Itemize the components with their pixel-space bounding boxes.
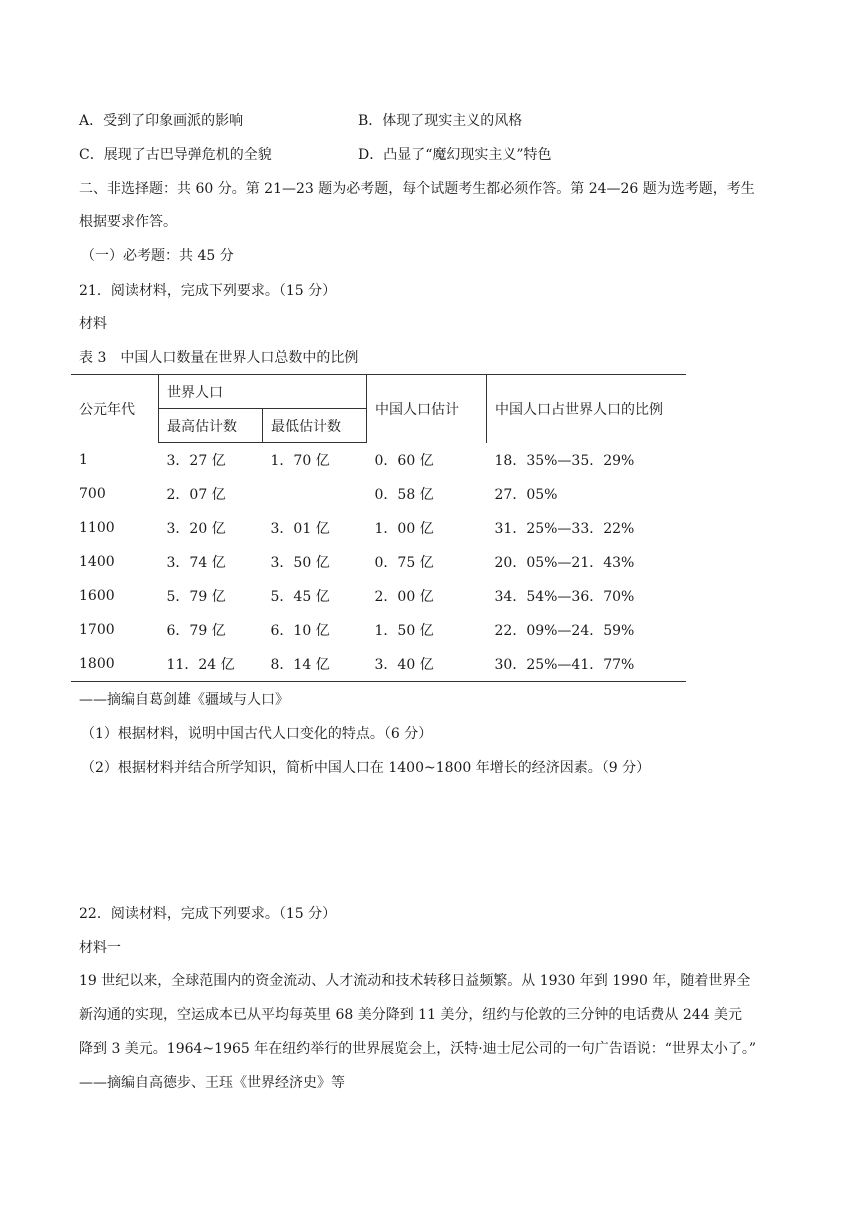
cell-high: 11．24 亿: [159, 647, 263, 682]
cell-high: 3．27 亿: [166, 453, 226, 469]
table-body: [71, 443, 686, 682]
cell-china: 2．00 亿: [374, 589, 434, 605]
section2-required-heading: （一）必考题：共 45 分: [81, 248, 234, 264]
q21-title: 21．阅读材料，完成下列要求。（15 分）: [79, 283, 337, 299]
q22-paragraph-line2: 新沟通的实现，空运成本已从平均每英里 68 美分降到 11 美分，纽约与伦敦的三分钟的电话费从 244 美元: [79, 1007, 743, 1023]
table-row: [71, 477, 686, 511]
cell-low: 3．50 亿: [270, 555, 330, 571]
cell-year: 1600: [79, 588, 115, 604]
cell-high: 6．79 亿: [166, 623, 226, 639]
cell-high: 2．07 亿: [166, 487, 226, 503]
cell-year: 1400: [79, 554, 115, 570]
q21-source: ——摘编自葛剑雄《疆域与人口》: [79, 692, 289, 708]
cell-low: 3．01 亿: [270, 521, 330, 537]
cell-china: 0．75 亿: [374, 555, 434, 571]
cell-ratio: 20．05%—21．43%: [494, 555, 635, 571]
cell-low: 6．10 亿: [270, 623, 330, 639]
q22-paragraph-line1: 19 世纪以来，全球范围内的资金流动、人才流动和技术转移日益频繁。从 1930 年到 1990 年，随着世界全: [79, 973, 751, 989]
cell-high: 3．74 亿: [166, 555, 226, 571]
population-table: [71, 374, 686, 682]
header-year: 公元年代: [71, 375, 159, 443]
header-high-estimate: 最高估计数: [159, 409, 263, 443]
cell-china: 0．58 亿: [374, 487, 434, 503]
table-row: [71, 545, 686, 579]
cell-ratio: 22．09%—24．59%: [494, 623, 635, 639]
cell-ratio: 18．35%—35．29%: [494, 452, 635, 469]
table-row: [71, 443, 686, 478]
q22-paragraph-line3: 降到 3 美元。1964~1965 年在纽约举行的世界展览会上，沃特·迪士尼公司的一句广告语说：“世界太小了。”: [79, 1041, 757, 1057]
option-b: B．体现了现实主义的风格: [358, 113, 523, 129]
header-ratio: 中国人口占世界人口的比例: [487, 375, 687, 443]
option-c: C．展现了古巴导弹危机的全貌: [79, 147, 272, 163]
cell-ratio: 27．05%: [494, 487, 558, 503]
cell-china: 3．40 亿: [367, 647, 487, 682]
cell-year: 1700: [79, 622, 115, 638]
table-header-row-1: [71, 375, 686, 409]
section2-instructions-line2: 根据要求作答。: [79, 214, 177, 230]
cell-china: 1．00 亿: [374, 521, 434, 537]
table-caption: 表 3 中国人口数量在世界人口总数中的比例: [79, 350, 359, 366]
cell-low: 1．70 亿: [270, 453, 330, 469]
q22-source: ——摘编自高德步、王珏《世界经济史》等: [79, 1075, 345, 1091]
q22-material-label: 材料一: [79, 940, 121, 956]
cell-china: 0．60 亿: [374, 452, 434, 469]
q21-material-label: 材料: [79, 316, 107, 332]
cell-low: 8．14 亿: [263, 647, 367, 682]
header-china-estimate: 中国人口估计: [367, 375, 487, 443]
q21-question-2: （2）根据材料并结合所学知识，简析中国人口在 1400~1800 年增长的经济因素。（9 分）: [81, 760, 651, 776]
cell-ratio: 30．25%—41．77%: [487, 647, 687, 682]
header-world-population: 世界人口: [159, 375, 367, 409]
cell-china: 1．50 亿: [374, 623, 434, 639]
q22-title: 22．阅读材料，完成下列要求。（15 分）: [79, 906, 337, 922]
cell-ratio: 31．25%—33．22%: [494, 521, 635, 537]
cell-low: [263, 477, 367, 511]
cell-year: 1100: [79, 520, 115, 536]
cell-high: 3．20 亿: [166, 521, 226, 537]
table-row: [71, 579, 686, 613]
cell-ratio: 34．54%—36．70%: [494, 589, 635, 605]
option-a: A．受到了印象画派的影响: [79, 113, 244, 129]
section2-instructions-line1: 二、非选择题：共 60 分。第 21—23 题为必考题，每个试题考生都必须作答。第 24—26 题为选考题，考生: [79, 181, 755, 197]
option-d: D．凸显了“魔幻现实主义”特色: [358, 147, 552, 163]
cell-year: 1800: [71, 647, 159, 682]
table-row: [71, 511, 686, 545]
table-row: [71, 613, 686, 647]
cell-year: 1: [79, 451, 88, 468]
q21-question-1: （1）根据材料，说明中国古代人口变化的特点。（6 分）: [81, 726, 433, 742]
header-low-estimate: 最低估计数: [263, 409, 367, 443]
cell-low: 5．45 亿: [270, 589, 330, 605]
cell-year: 700: [79, 486, 106, 502]
table-row: [71, 647, 686, 682]
cell-high: 5．79 亿: [166, 589, 226, 605]
